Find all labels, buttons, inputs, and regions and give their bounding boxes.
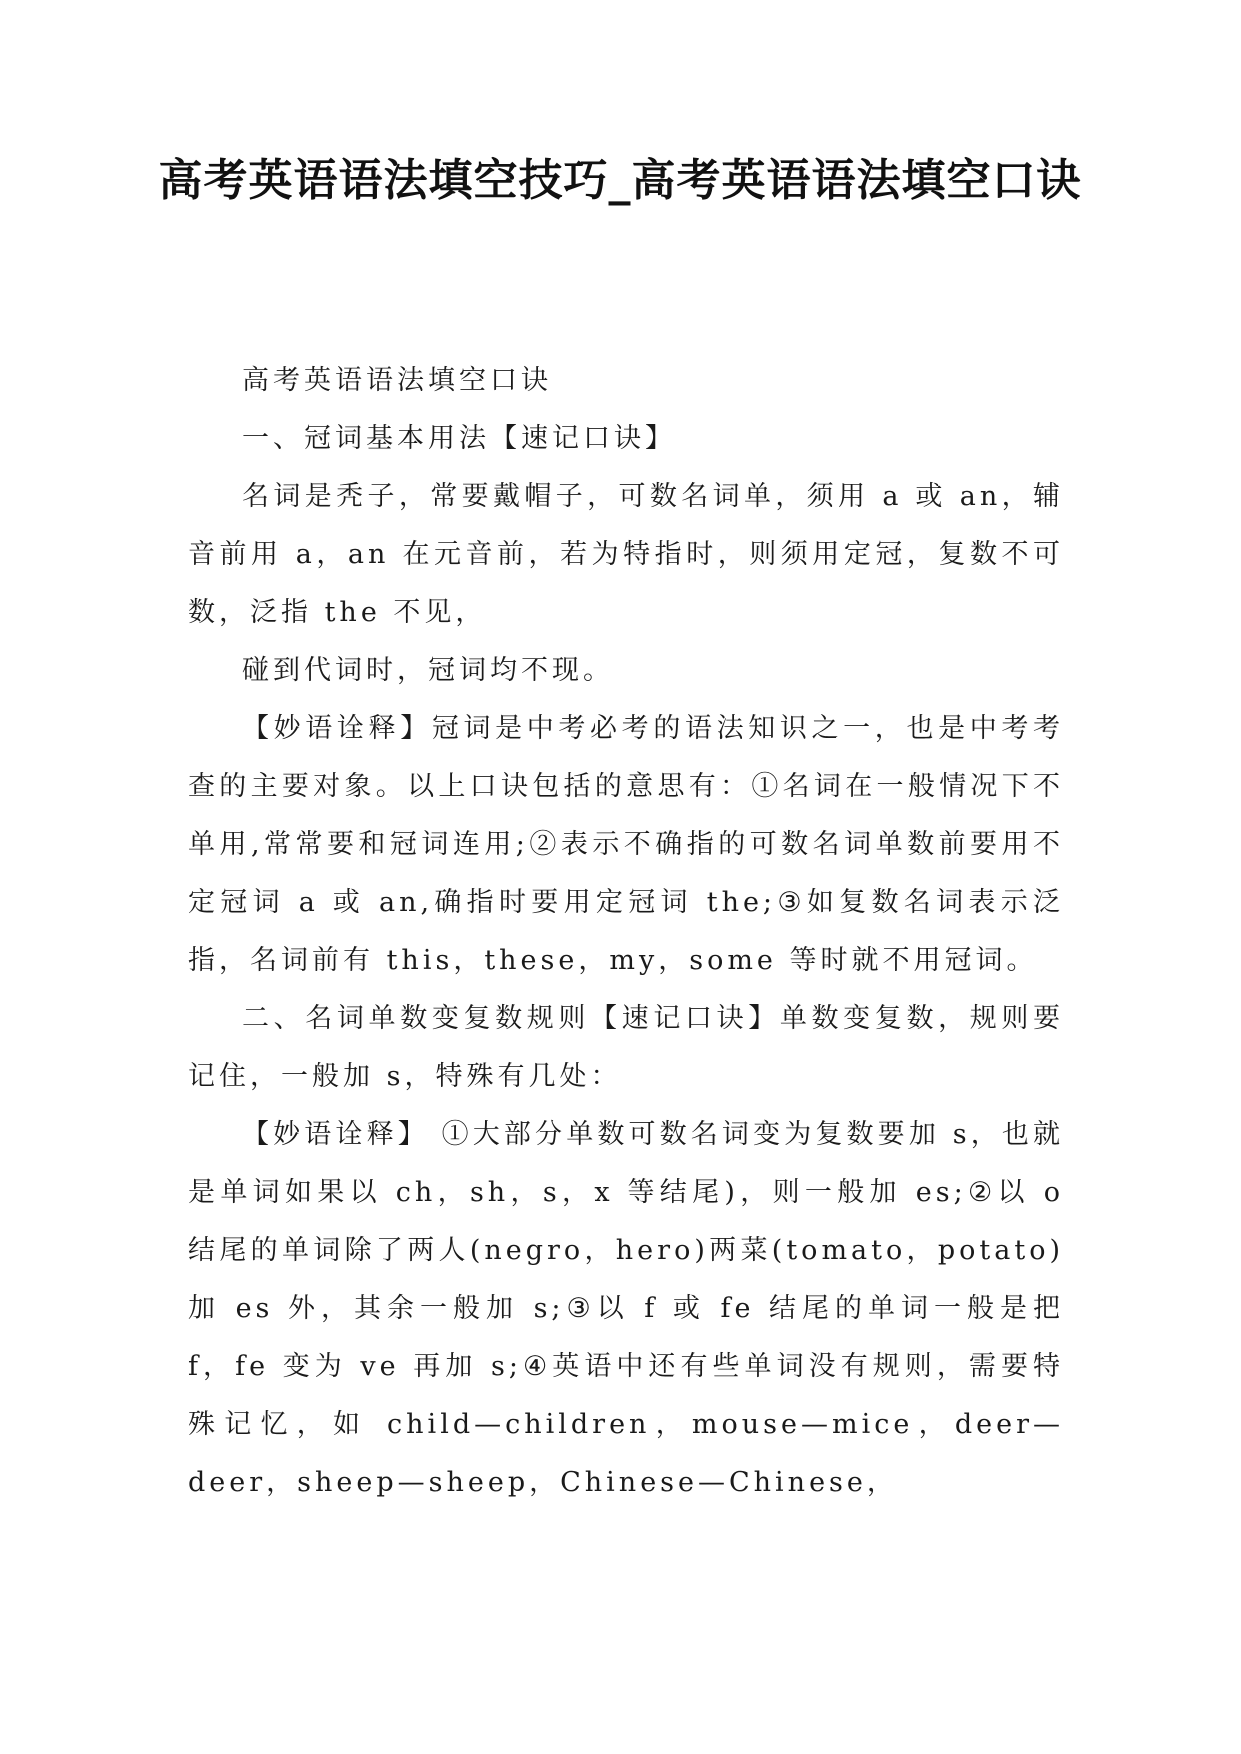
paragraph-article-explanation: 【妙语诠释】冠词是中考必考的语法知识之一，也是中考考查的主要对象。以上口诀包括的意思有：①名词在一般情况下不单用,常常要和冠词连用;②表示不确指的可数名词单数前要用不定冠词 a 或 an,确指时要用定冠词 the;③如复数名词表示泛指，名词前有 this，these，my，some 等时就不用冠词。 — [188, 713, 1064, 976]
paragraph-article-rhyme: 名词是秃子，常要戴帽子，可数名词单，须用 a 或 an，辅音前用 a，an 在元音前，若为特指时，则须用定冠，复数不可数，泛指 the 不见， — [188, 481, 1064, 628]
paragraph-subtitle: 高考英语语法填空口诀 — [242, 365, 552, 396]
paragraph-article-rhyme-end: 碰到代词时，冠词均不现。 — [242, 655, 614, 686]
document-title: 高考英语语法填空技巧_高考英语语法填空口诀 — [158, 155, 1082, 206]
paragraph-plural-explanation: 【妙语诠释】 ①大部分单数可数名词变为复数要加 s，也就是单词如果以 ch，sh，s，x 等结尾)，则一般加 es;②以 o 结尾的单词除了两人(negro，hero)两菜(tomato，potato)加 es 外，其余一般加 s;③以 f 或 fe 结尾的单词一般是把 f，fe 变为 ve 再加 s;④英语中还有些单词没有规则，需要特殊记忆，如 child—children，mouse—mice，deer—deer，sheep—sheep，Chinese—Chinese， — [188, 1119, 1064, 1498]
paragraph-section-1-heading: 一、冠词基本用法【速记口诀】 — [242, 423, 676, 454]
paragraph-section-2-heading: 二、名词单数变复数规则【速记口诀】单数变复数，规则要记住，一般加 s，特殊有几处： — [188, 1003, 1064, 1092]
document-body — [188, 352, 1064, 1512]
